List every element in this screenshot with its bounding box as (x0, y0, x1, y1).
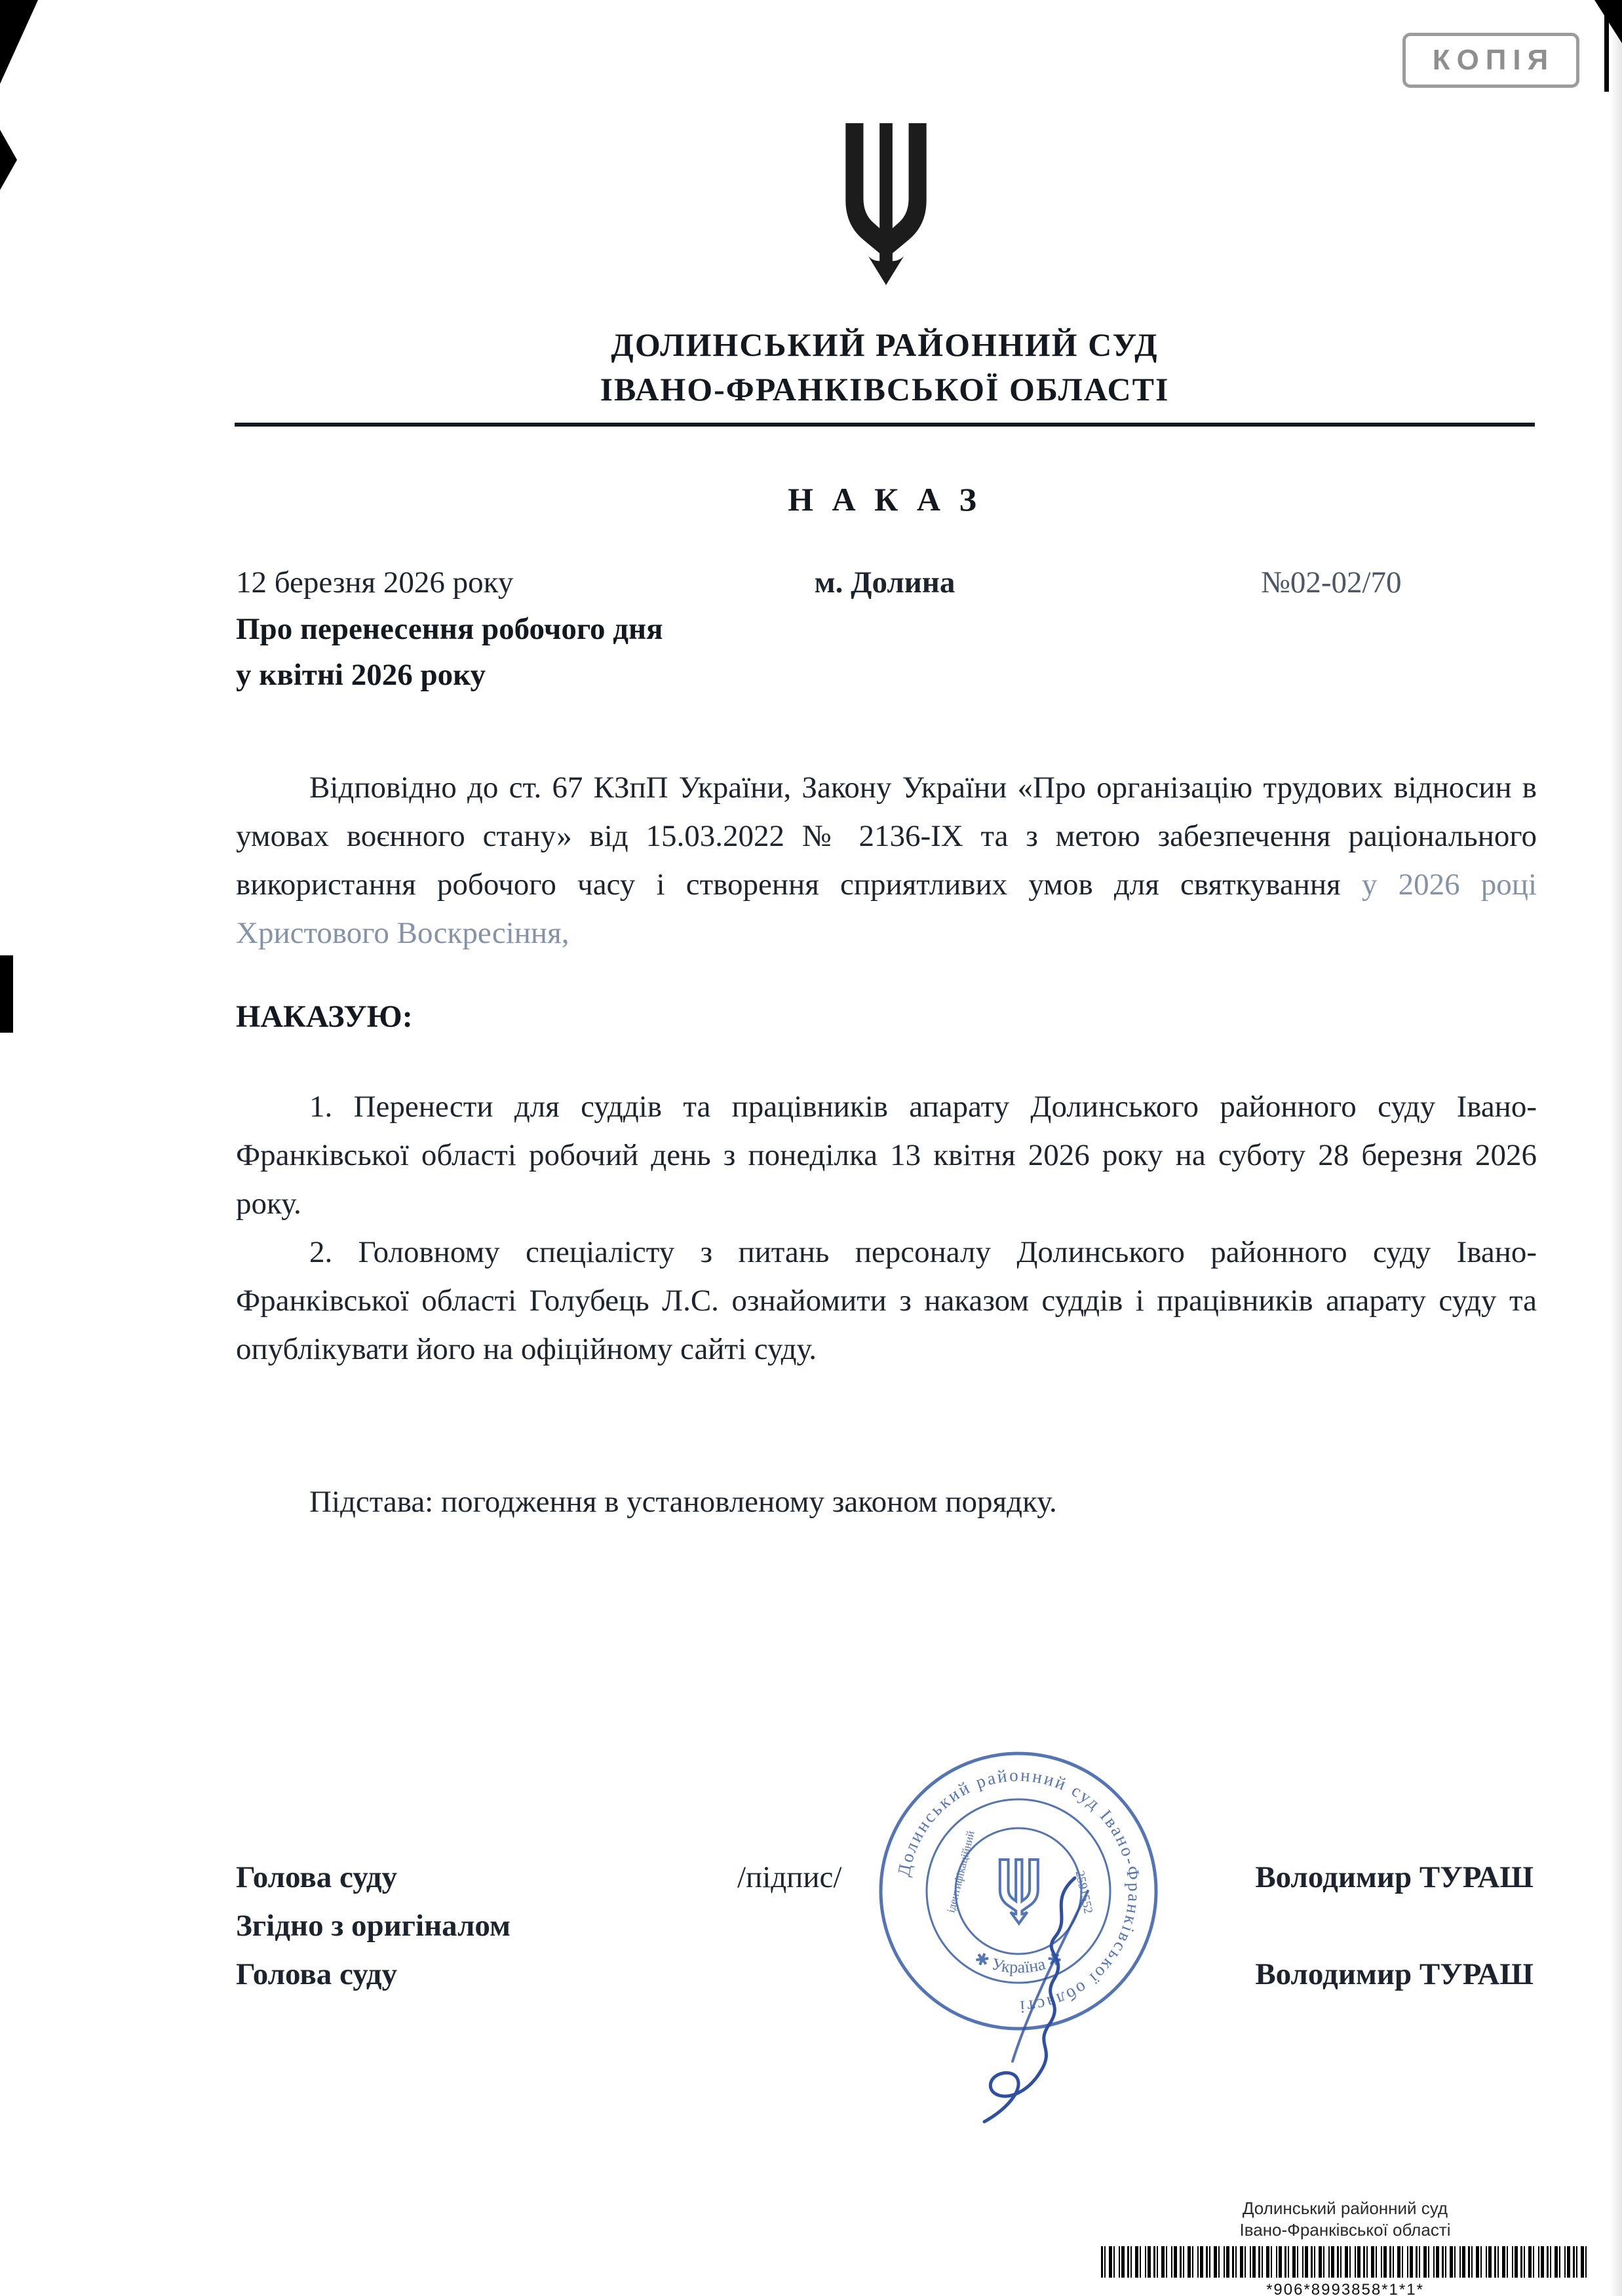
order-title: Н А К А З (788, 481, 982, 518)
copy-stamp-label: КОПІЯ (1432, 44, 1555, 76)
court-name (236, 322, 1534, 411)
basis-line: Підстава: погодження в установленому законом порядку. (309, 1485, 1057, 1519)
footer-org-line1: Долинський районний суд (1242, 2198, 1448, 2218)
scan-artifact-top-right-line (1604, 0, 1609, 92)
barcode-caption: *906*8993858*1*1* (1266, 2281, 1424, 2296)
scan-artifact-left-wedge (0, 130, 17, 190)
footer-org-line2: Івано-Франківської області (1239, 2220, 1451, 2240)
seal-code: 2591552 (1072, 1869, 1095, 1915)
signer-role-1: Голова суду (236, 1860, 398, 1894)
seal-inner-left-text: ідентифікаційний (944, 1829, 977, 1914)
preamble-faded-text: у 2026 році Христового Воскресіння, (236, 868, 1537, 950)
order-subject-line2: у квітні 2026 року (236, 658, 486, 692)
tryzub-emblem-icon (838, 123, 935, 287)
court-name-line1: ДОЛИНСЬКИЙ РАЙОННИЙ СУД (611, 326, 1159, 363)
preamble-main-text: Відповідно до ст. 67 КЗпП України, Закону України «Про організацію трудових відносин в умовах воєнного стану» від 15.03.2022 № 2136-ІХ та з метою забезпечення раціонального використання робочого часу і створення сприятливих умов для святкування (236, 771, 1537, 902)
footer-registration-block (1101, 2198, 1589, 2296)
order-subject-line1: Про перенесення робочого дня (236, 612, 663, 646)
signer-role-2: Голова суду (236, 1957, 398, 1991)
order-item-2: 2. Головному спеціалісту з питань персоналу Долинського районного суду Івано-Франківської області Голубець Л.С. ознайомити з наказом суддів і працівників апарату суду та опублікувати його на офіційному сайті суду. (236, 1235, 1537, 1366)
order-heading: НАКАЗУЮ: (236, 999, 413, 1034)
certified-copy-line: Згідно з оригіналом (236, 1909, 511, 1943)
seal-ring-text: Долинський районний суд Івано-Франківської області (893, 1765, 1145, 2018)
signer-name-1: Володимир ТУРАШ (1255, 1860, 1534, 1894)
signer-name-2: Володимир ТУРАШ (1255, 1957, 1534, 1991)
order-place: м. Долина (814, 565, 956, 600)
order-number: №02-02/70 (1261, 565, 1402, 600)
order-date: 12 березня 2026 року (236, 565, 514, 600)
court-name-line2: ІВАНО-ФРАНКІВСЬКОЇ ОБЛАСТІ (600, 371, 1170, 408)
signature-note: /підпис/ (737, 1860, 842, 1894)
preamble-paragraph (236, 763, 1537, 957)
header-rule (235, 423, 1535, 427)
scan-artifact-left-middle (0, 955, 13, 1033)
seal-ring-bottom-text: ✱ Україна ✱ (971, 1948, 1066, 1977)
registration-barcode (1101, 2246, 1589, 2278)
order-items (236, 1082, 1537, 1373)
order-item-1: 1. Перенести для суддів та працівників апарату Долинського районного суду Івано-Франківської області робочий день з понеділка 13 квітня 2026 року на суботу 28 березня 2026 року. (236, 1090, 1537, 1221)
scan-artifact-top-left (0, 0, 38, 84)
copy-stamp (1402, 33, 1579, 88)
handwritten-signature (950, 1865, 1147, 2140)
scan-edge-shadow (1610, 0, 1622, 2296)
order-subject (236, 606, 663, 698)
order-meta-row (236, 565, 1534, 611)
